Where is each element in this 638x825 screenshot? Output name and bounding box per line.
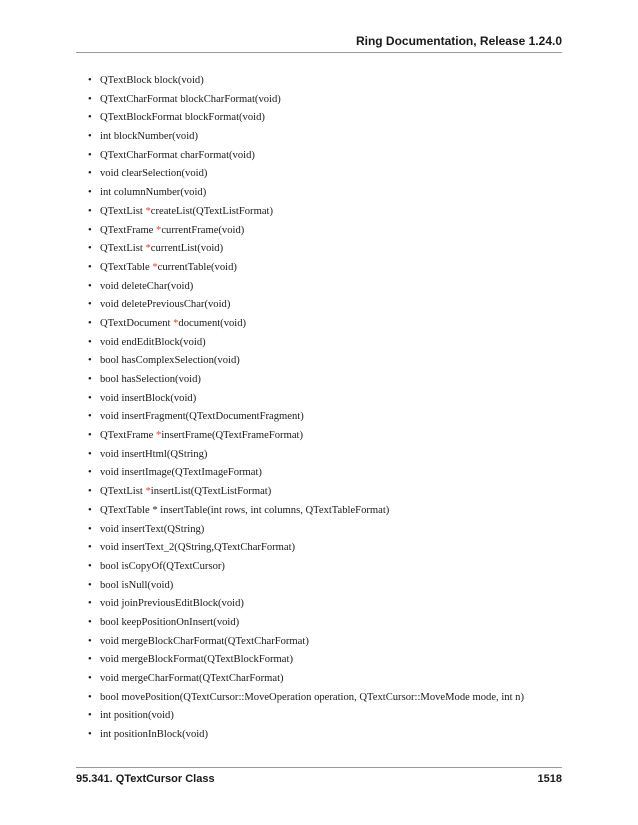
return-type: bool <box>100 579 119 591</box>
bullet-icon: • <box>88 187 92 199</box>
method-signature: endEditBlock(void) <box>121 336 206 348</box>
bullet-icon: • <box>88 205 92 217</box>
return-type: QTextTable <box>100 261 150 273</box>
method-signature: mergeBlockFormat(QTextBlockFormat) <box>121 654 293 666</box>
method-signature: currentFrame(void) <box>161 224 245 236</box>
method-signature: keepPositionOnInsert(void) <box>121 616 240 628</box>
bullet-icon: • <box>88 336 92 348</box>
list-item <box>88 184 524 203</box>
method-signature: columnNumber(void) <box>113 187 207 199</box>
method-signature: isCopyOf(QTextCursor) <box>121 560 225 572</box>
list-item <box>88 240 524 259</box>
page-number: 1518 <box>537 773 562 785</box>
list-item <box>88 203 524 222</box>
return-type: QTextList <box>100 486 143 498</box>
method-signature: blockCharFormat(void) <box>180 93 281 105</box>
bullet-icon: • <box>88 243 92 255</box>
return-type: int <box>100 187 112 199</box>
list-item <box>88 726 524 745</box>
method-signature: movePosition(QTextCursor::MoveOperation operation, QTextCursor::MoveMode mode, int n) <box>121 691 524 703</box>
list-item <box>88 651 524 670</box>
pointer-marker: * <box>156 430 162 442</box>
return-type: QTextCharFormat <box>100 149 178 161</box>
return-type: bool <box>100 691 119 703</box>
bullet-icon: • <box>88 93 92 105</box>
return-type: void <box>100 448 119 460</box>
list-item <box>88 259 524 278</box>
return-type: void <box>100 392 119 404</box>
return-type: int <box>100 710 112 722</box>
method-signature: currentTable(void) <box>157 261 237 273</box>
return-type: void <box>100 673 119 684</box>
bullet-icon: • <box>88 112 92 124</box>
method-signature: mergeBlockCharFormat(QTextCharFormat) <box>121 635 309 647</box>
list-item <box>88 558 524 577</box>
list-item <box>88 595 524 614</box>
bullet-icon: • <box>88 654 92 666</box>
bullet-icon: • <box>88 691 92 703</box>
return-type: bool <box>100 374 119 385</box>
bullet-icon: • <box>88 280 92 292</box>
bullet-icon: • <box>88 710 92 722</box>
return-type: void <box>100 635 119 647</box>
list-item <box>88 464 524 483</box>
method-signature: hasSelection(void) <box>121 374 201 385</box>
list-item <box>88 427 524 446</box>
bullet-icon: • <box>88 224 92 236</box>
bullet-icon: • <box>88 317 92 329</box>
method-signature: isNull(void) <box>121 579 174 591</box>
pointer-marker: * <box>152 261 158 273</box>
bullet-icon: • <box>88 261 92 273</box>
method-signature: insertText_2(QString,QTextCharFormat) <box>121 542 296 554</box>
method-signature: deleteChar(void) <box>121 280 194 292</box>
return-type: void <box>100 523 119 535</box>
bullet-icon: • <box>88 430 92 442</box>
list-item <box>88 390 524 409</box>
list-item <box>88 670 524 689</box>
list-item <box>88 707 524 726</box>
return-type: void <box>100 168 119 180</box>
method-signature: hasComplexSelection(void) <box>121 355 240 367</box>
bullet-icon: • <box>88 299 92 311</box>
return-type: bool <box>100 616 119 628</box>
return-type: void <box>100 598 119 610</box>
method-list <box>88 72 524 745</box>
method-signature: currentList(void) <box>150 243 224 255</box>
bullet-icon: • <box>88 411 92 423</box>
return-type: QTextDocument <box>100 317 171 329</box>
bullet-icon: • <box>88 542 92 554</box>
method-signature: document(void) <box>178 317 247 329</box>
return-type: void <box>100 336 119 348</box>
list-item <box>88 109 524 128</box>
method-signature: createList(QTextListFormat) <box>150 205 273 217</box>
list-item <box>88 539 524 558</box>
return-type: void <box>100 542 119 554</box>
return-type: void <box>100 654 119 666</box>
method-signature: block(void) <box>154 75 204 86</box>
return-type: bool <box>100 560 119 572</box>
bullet-icon: • <box>88 374 92 385</box>
return-type: QTextCharFormat <box>100 93 178 105</box>
list-item <box>88 72 524 91</box>
page-header <box>76 30 562 53</box>
list-item <box>88 147 524 166</box>
list-item <box>88 502 524 521</box>
list-item <box>88 278 524 297</box>
method-signature: insertImage(QTextImageFormat) <box>121 467 262 479</box>
method-signature: joinPreviousEditBlock(void) <box>121 598 244 610</box>
list-item <box>88 91 524 110</box>
method-signature: insertBlock(void) <box>121 392 197 404</box>
list-item <box>88 165 524 184</box>
pointer-marker: * <box>173 317 179 329</box>
return-type: QTextList <box>100 243 143 255</box>
bullet-icon: • <box>88 729 92 741</box>
bullet-icon: • <box>88 616 92 628</box>
list-item <box>88 521 524 540</box>
bullet-icon: • <box>88 486 92 498</box>
list-item <box>88 614 524 633</box>
list-item <box>88 633 524 652</box>
list-item <box>88 222 524 241</box>
bullet-icon: • <box>88 75 92 86</box>
list-item <box>88 577 524 596</box>
list-item <box>88 315 524 334</box>
return-type: void <box>100 467 119 479</box>
return-type: void <box>100 411 119 423</box>
method-signature: charFormat(void) <box>180 149 255 161</box>
list-item <box>88 371 524 390</box>
list-item <box>88 128 524 147</box>
return-type: void <box>100 299 119 311</box>
list-item <box>88 334 524 353</box>
bullet-icon: • <box>88 579 92 591</box>
method-signature: insertHtml(QString) <box>121 448 208 460</box>
return-type: int <box>100 131 112 143</box>
return-type: QTextList <box>100 205 143 217</box>
bullet-icon: • <box>88 392 92 404</box>
pointer-marker: * <box>156 224 162 236</box>
method-signature: insertFrame(QTextFrameFormat) <box>161 430 303 442</box>
bullet-icon: • <box>88 598 92 610</box>
return-type: int <box>100 729 112 741</box>
return-type: QTextBlockFormat <box>100 112 183 124</box>
bullet-icon: • <box>88 149 92 161</box>
method-signature: position(void) <box>113 710 174 722</box>
method-signature: mergeCharFormat(QTextCharFormat) <box>121 673 284 684</box>
pointer-marker: * <box>145 486 151 498</box>
bullet-icon: • <box>88 131 92 143</box>
bullet-icon: • <box>88 355 92 367</box>
bullet-icon: • <box>88 504 92 516</box>
return-type: QTextFrame <box>100 224 154 236</box>
method-signature: insertFragment(QTextDocumentFragment) <box>121 411 304 423</box>
return-type: bool <box>100 355 119 367</box>
method-signature: insertText(QString) <box>121 523 205 535</box>
method-signature: positionInBlock(void) <box>113 729 209 741</box>
list-item <box>88 352 524 371</box>
method-signature: insertList(QTextListFormat) <box>150 486 272 498</box>
bullet-icon: • <box>88 168 92 180</box>
page-footer <box>76 767 562 788</box>
return-type: QTextBlock <box>100 75 152 86</box>
return-type: QTextTable * insertTable(int rows, int columns, QTextTableFormat) <box>100 504 390 516</box>
document-title: Ring Documentation, Release 1.24.0 <box>355 34 562 48</box>
bullet-icon: • <box>88 560 92 572</box>
method-signature: blockNumber(void) <box>113 131 198 143</box>
bullet-icon: • <box>88 523 92 535</box>
method-signature: blockFormat(void) <box>184 112 265 124</box>
list-item <box>88 689 524 708</box>
bullet-icon: • <box>88 635 92 647</box>
bullet-icon: • <box>88 448 92 460</box>
bullet-icon: • <box>88 467 92 479</box>
list-item <box>88 408 524 427</box>
list-item <box>88 483 524 502</box>
pointer-marker: * <box>145 243 151 255</box>
return-type: void <box>100 280 119 292</box>
list-item <box>88 446 524 465</box>
method-signature: deletePreviousChar(void) <box>121 299 231 311</box>
list-item <box>88 296 524 315</box>
method-signature: clearSelection(void) <box>121 168 208 180</box>
pointer-marker: * <box>145 205 151 217</box>
return-type: QTextFrame <box>100 430 154 442</box>
footer-section-title: 95.341. QTextCursor Class <box>76 773 215 785</box>
bullet-icon: • <box>88 673 92 684</box>
